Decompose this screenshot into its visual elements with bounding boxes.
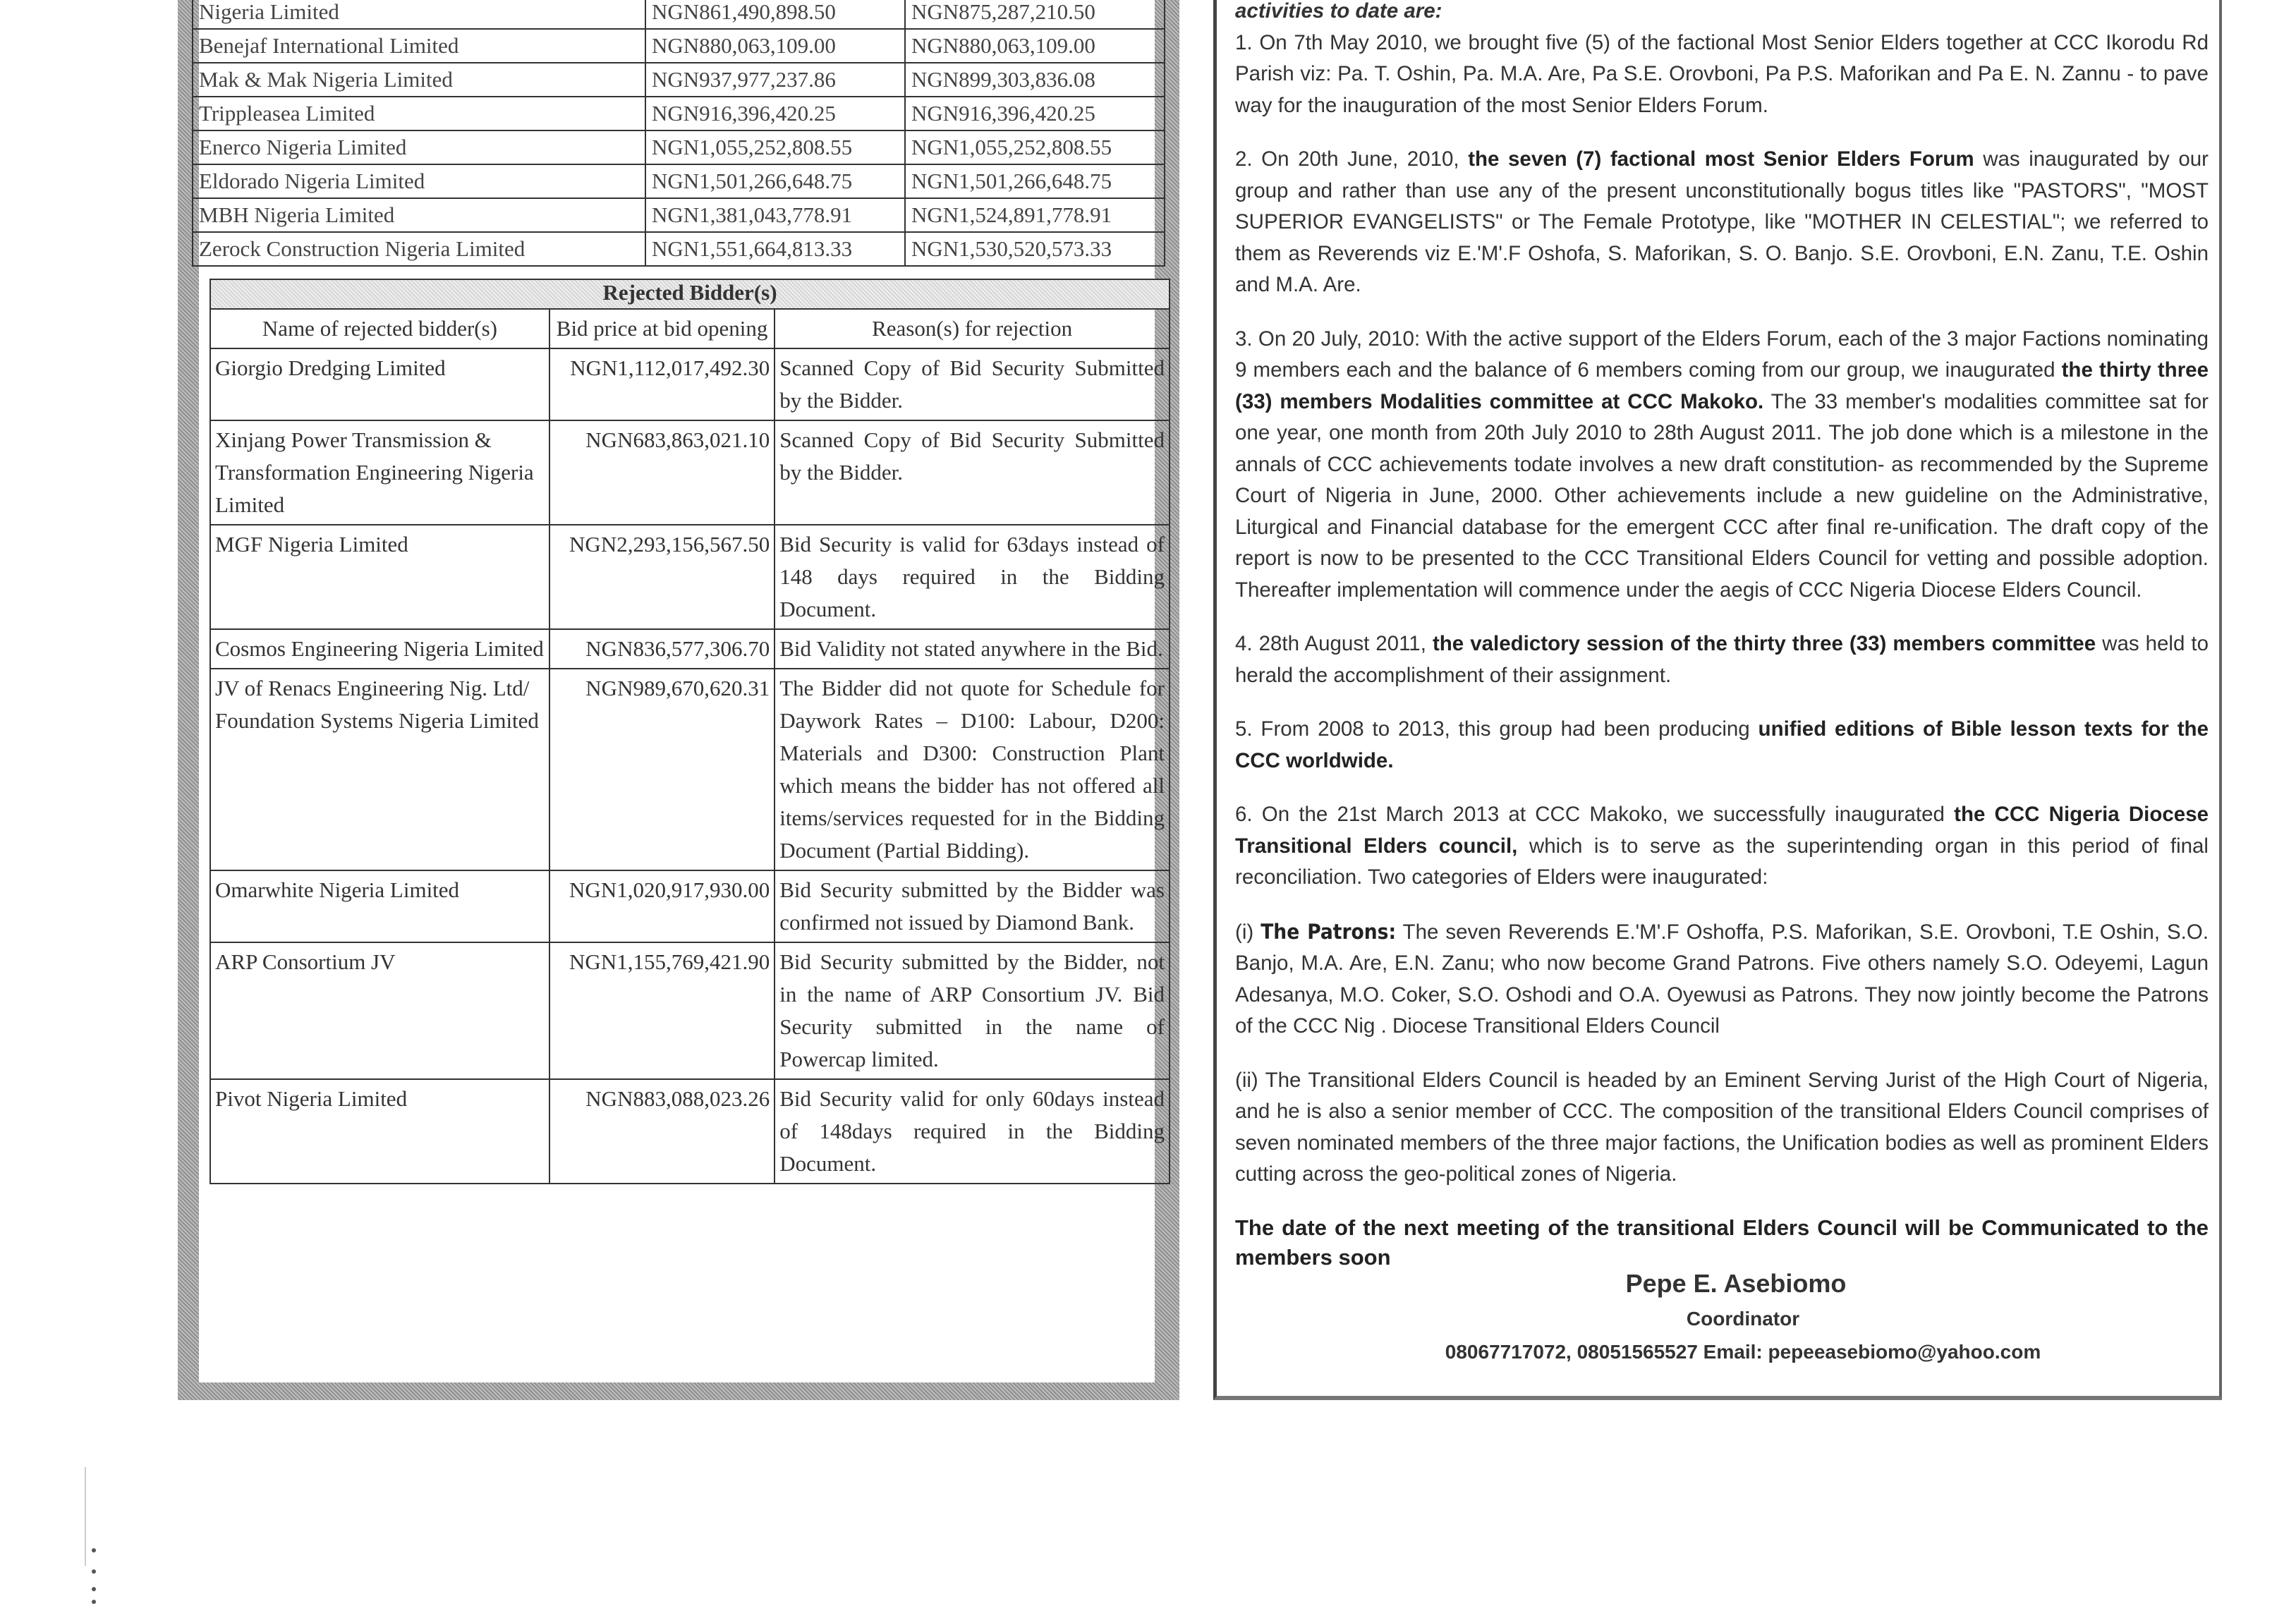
- elders-notice-content: [1235, 0, 2209, 1368]
- bidder-row: [193, 63, 1165, 97]
- rejection-reason: Bid Security valid for only 60days instead of 148days required in the Bidding Document.: [775, 1079, 1170, 1184]
- evaluated-price: NGN880,063,109.00: [905, 29, 1165, 63]
- bid-price-opening: NGN880,063,109.00: [645, 29, 905, 63]
- bidder-name: Nigeria Limited: [193, 0, 645, 29]
- signatory-role: Coordinator: [1686, 1308, 1800, 1330]
- rejected-bidder-row: [210, 525, 1170, 629]
- rejected-bidder-name: Giorgio Dredging Limited: [210, 348, 549, 420]
- evaluated-price: NGN1,524,891,778.91: [905, 198, 1165, 232]
- scan-dot: [92, 1569, 96, 1574]
- rejection-reason: Scanned Copy of Bid Security Submitted by the Bidder.: [775, 420, 1170, 525]
- rejected-bid-price: NGN1,155,769,421.90: [549, 942, 775, 1079]
- bid-price-opening: NGN937,977,237.86: [645, 63, 905, 97]
- bidder-name: Trippleasea Limited: [193, 97, 645, 130]
- notice-item-1: 1. On 7th May 2010, we brought five (5) of the factional Most Senior Elders together at CCC Ikorodu Rd Parish viz: Pa. T. Oshin, Pa. M.A. Are, Pa S.E. Orovboni, Pa P.S. Maforikan and Pa E. N. Zannu - to pave way for the inauguration of the most Senior Elders Forum.: [1235, 30, 2209, 117]
- rejection-reason: Bid Validity not stated anywhere in the Bid.: [775, 629, 1170, 669]
- bidder-row: [193, 29, 1165, 63]
- rejected-bid-price: NGN836,577,306.70: [549, 629, 775, 669]
- rejected-bidder-row: [210, 1079, 1170, 1184]
- bidder-name: Benejaf International Limited: [193, 29, 645, 63]
- evaluated-price: NGN875,287,210.50: [905, 0, 1165, 29]
- bidder-row: [193, 0, 1165, 29]
- rejected-bid-price: NGN989,670,620.31: [549, 669, 775, 870]
- rejection-reason: Bid Security submitted by the Bidder, not in the name of ARP Consortium JV. Bid Security submitted in the name of Powercap limited.: [775, 942, 1170, 1079]
- bidder-row: [193, 198, 1165, 232]
- evaluated-price: NGN1,055,252,808.55: [905, 130, 1165, 164]
- rejected-bidder-name: Omarwhite Nigeria Limited: [210, 870, 549, 942]
- bid-price-opening: NGN1,501,266,648.75: [645, 164, 905, 198]
- scan-dot: [92, 1548, 96, 1552]
- notice-item-3: 3. On 20 July, 2010: With the active support of the Elders Forum, each of the 3 major Factions nominating 9 members each and the balance of 6 members coming from our group, we inaugurated the thirty three (33) members Modalities committee at CCC Makoko. The 33 member's modalities committee sat for one year, one month from 20th July 2010 to 28th August 2011. The job done which is a milestone in the annals of CCC achievements todate involves a new draft constitution- as recommended by the Supreme Court of Nigeria in June, 2000. Other achievements include a new guideline on the Administrative, Liturgical and Financial database for the emergent CCC after final re-unification. The draft copy of the report is now to be presented to the CCC Transitional Elders Council for vetting and possible adoption. Thereafter implementation will commence under the aegis of CCC Nigeria Diocese Elders Council.: [1235, 327, 2209, 602]
- bidder-name: Mak & Mak Nigeria Limited: [193, 63, 645, 97]
- notice-item-council: (ii) The Transitional Elders Council is headed by an Eminent Serving Jurist of the High Court of Nigeria, and he is also a senior member of CCC. The composition of the transitional Elders Council comprises of seven nominated members of the three major factions, the Unification bodies as well as prominent Elders cutting across the geo-political zones of Nigeria.: [1235, 1068, 2209, 1186]
- notice-item-4: 4. 28th August 2011, the valedictory session of the thirty three (33) members committee was held to herald the accomplishment of their assignment.: [1235, 632, 2209, 687]
- bid-price-opening: NGN1,055,252,808.55: [645, 130, 905, 164]
- rejected-bidder-row: [210, 629, 1170, 669]
- rejected-bidders-title: Rejected Bidder(s): [210, 279, 1170, 309]
- header-rejected-name: Name of rejected bidder(s): [210, 309, 549, 348]
- rejection-reason: Bid Security is valid for 63days instead of 148 days required in the Bidding Document.: [775, 525, 1170, 629]
- rejection-reason: Scanned Copy of Bid Security Submitted by the Bidder.: [775, 348, 1170, 420]
- bid-price-opening: NGN916,396,420.25: [645, 97, 905, 130]
- evaluated-bidders-table: [192, 0, 1165, 267]
- rejected-bidder-name: ARP Consortium JV: [210, 942, 549, 1079]
- evaluated-price: NGN1,530,520,573.33: [905, 232, 1165, 266]
- notice-closing: The date of the next meeting of the transitional Elders Council will be Communicated to the members soon: [1235, 1215, 2209, 1270]
- elders-notice-panel: [1213, 0, 2222, 1400]
- scan-dot: [92, 1600, 96, 1604]
- scan-dot: [92, 1587, 96, 1591]
- signatory-contact: 08067717072, 08051565527 Email: pepeeasebiomo@yahoo.com: [1445, 1340, 2041, 1363]
- rejected-bid-price: NGN683,863,021.10: [549, 420, 775, 525]
- notice-item-5: 5. From 2008 to 2013, this group had been producing unified editions of Bible lesson texts for the CCC worldwide.: [1235, 717, 2209, 772]
- rejected-bidder-name: Cosmos Engineering Nigeria Limited: [210, 629, 549, 669]
- rejected-bid-price: NGN2,293,156,567.50: [549, 525, 775, 629]
- rejection-reason: Bid Security submitted by the Bidder was confirmed not issued by Diamond Bank.: [775, 870, 1170, 942]
- bidder-row: [193, 130, 1165, 164]
- rejected-bid-price: NGN1,020,917,930.00: [549, 870, 775, 942]
- notice-item-6: 6. On the 21st March 2013 at CCC Makoko, we successfully inaugurated the CCC Nigeria Diocese Transitional Elders council, which is to serve as the superintending organ in this period of final reconciliation. Two categories of Elders were inaugurated:: [1235, 803, 2209, 889]
- bidder-row: [193, 232, 1165, 266]
- notice-item-2: 2. On 20th June, 2010, the seven (7) factional most Senior Elders Forum was inaugurated by our group and rather than use any of the present unconstitutionally bogus titles like "PASTORS", "MOST SUPERIOR EVANGELISTS" or The Female Prototype, like "MOTHER IN CELESTIAL"; we referred to them as Reverends viz E.'M'.F Oshofa, S. Maforikan, S. O. Banjo. S.E. Orovboni, E.N. Zanu, T.E. Oshin and M.A. Are.: [1235, 147, 2209, 296]
- rejected-bidder-row: [210, 870, 1170, 942]
- rejected-bidder-name: JV of Renacs Engineering Nig. Ltd/ Foundation Systems Nigeria Limited: [210, 669, 549, 870]
- bidder-row: [193, 97, 1165, 130]
- rejected-bidder-row: [210, 348, 1170, 420]
- rejected-bidder-row: [210, 420, 1170, 525]
- bid-price-opening: NGN1,381,043,778.91: [645, 198, 905, 232]
- rejected-bidder-row: [210, 942, 1170, 1079]
- rejected-bidder-name: Pivot Nigeria Limited: [210, 1079, 549, 1184]
- tender-results-panel: [178, 0, 1179, 1400]
- evaluated-price: NGN916,396,420.25: [905, 97, 1165, 130]
- rejected-bidder-row: [210, 669, 1170, 870]
- rejected-bid-price: NGN883,088,023.26: [549, 1079, 775, 1184]
- bidder-name: Eldorado Nigeria Limited: [193, 164, 645, 198]
- header-bid-price: Bid price at bid opening: [549, 309, 775, 348]
- evaluated-price: NGN1,501,266,648.75: [905, 164, 1165, 198]
- evaluated-price: NGN899,303,836.08: [905, 63, 1165, 97]
- rejection-reason: The Bidder did not quote for Schedule for Daywork Rates – D100: Labour, D200: Materials and D300: Construction Plant which means the bidder has not offered all items/services requested for in the Bidding Document (Partial Bidding).: [775, 669, 1170, 870]
- bidder-name: MBH Nigeria Limited: [193, 198, 645, 232]
- rejected-bidder-name: Xinjang Power Transmission & Transformation Engineering Nigeria Limited: [210, 420, 549, 525]
- bidder-name: Enerco Nigeria Limited: [193, 130, 645, 164]
- rejected-bid-price: NGN1,112,017,492.30: [549, 348, 775, 420]
- signatory-name: Pepe E. Asebiomo: [1625, 1268, 1847, 1298]
- bid-price-opening: NGN1,551,664,813.33: [645, 232, 905, 266]
- rejected-bidder-name: MGF Nigeria Limited: [210, 525, 549, 629]
- notice-item-patrons: (i) The Patrons: The seven Reverends E.'M'.F Oshoffa, P.S. Maforikan, S.E. Orovboni, T.E Oshin, S.O. Banjo, M.A. Are, E.N. Zanu; who now become Grand Patrons. Five others namely S.O. Odeyemi, Lagun Adesanya, M.O. Coker, S.O. Oshodi and O.A. Oyewusi as Patrons. They now jointly become the Patrons of the CCC Nig . Diocese Transitional Elders Council: [1235, 919, 2209, 1038]
- scan-margin-line: [85, 1467, 86, 1566]
- notice-intro: activities to date are:: [1235, 0, 1442, 23]
- bidder-name: Zerock Construction Nigeria Limited: [193, 232, 645, 266]
- rejected-bidders-table: [209, 279, 1170, 1184]
- bidder-row: [193, 164, 1165, 198]
- bid-price-opening: NGN861,490,898.50: [645, 0, 905, 29]
- header-rejection-reason: Reason(s) for rejection: [775, 309, 1170, 348]
